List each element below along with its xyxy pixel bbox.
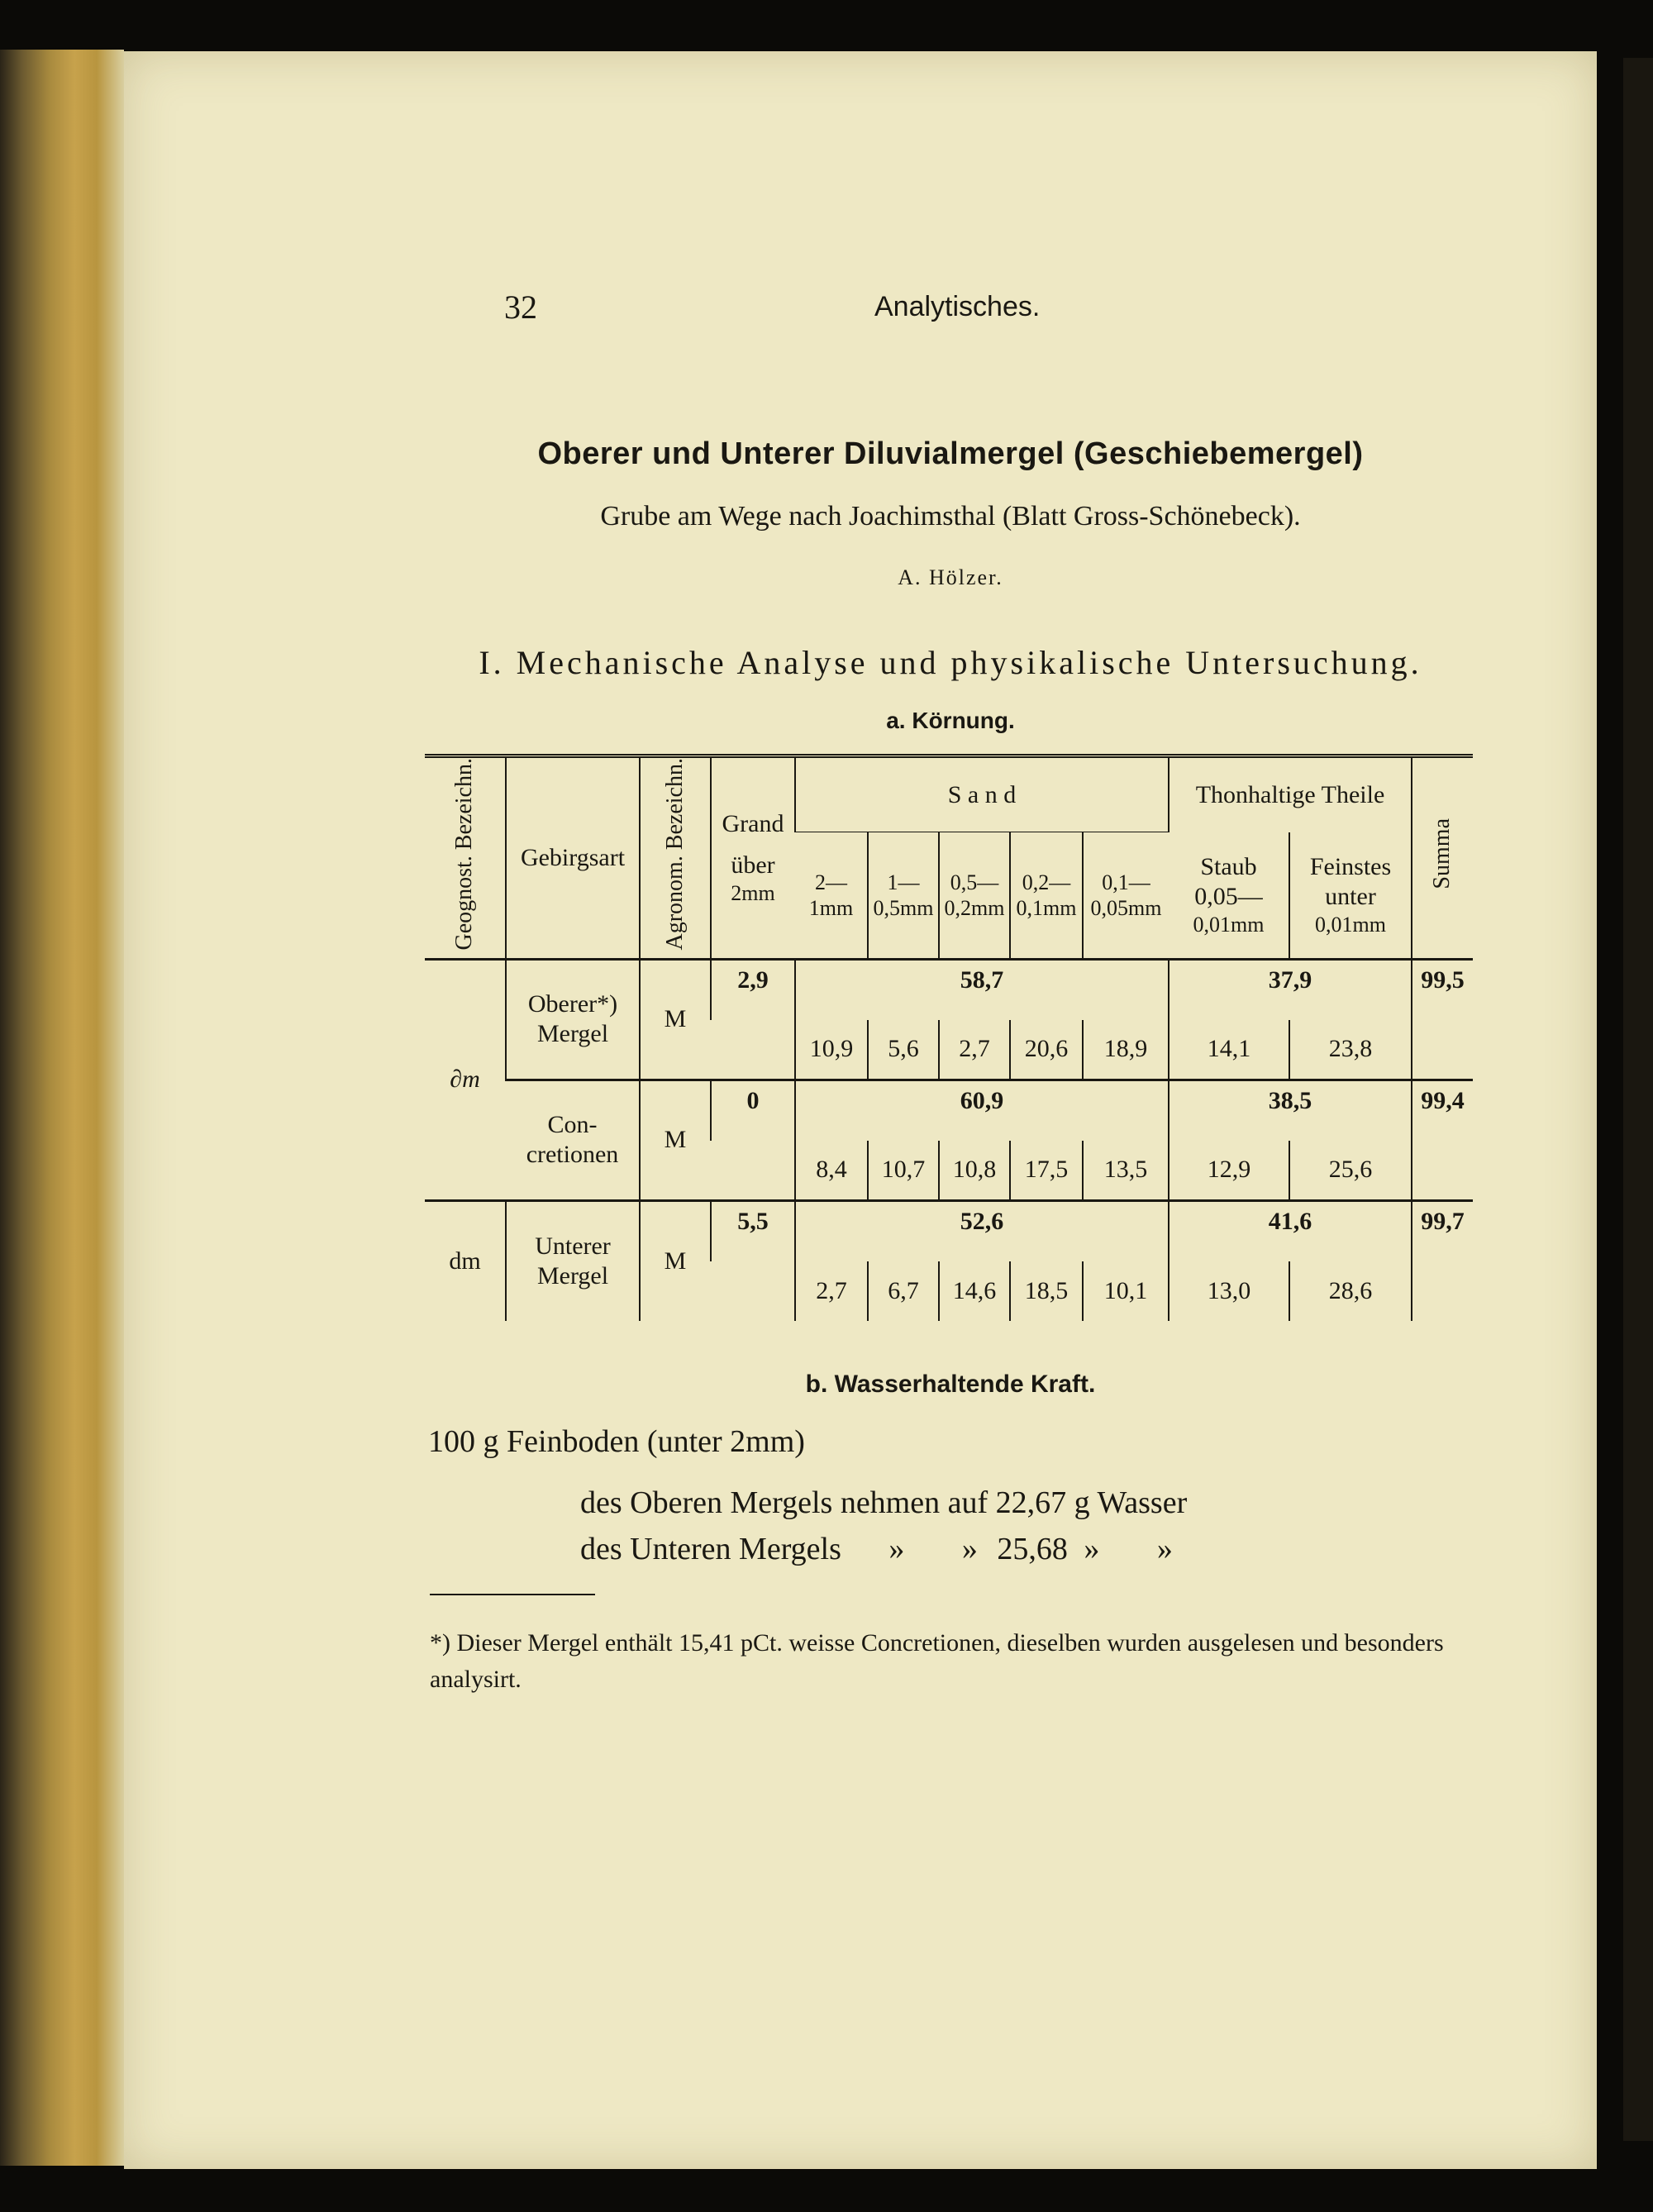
ditto-mark: » (1084, 1532, 1100, 1566)
water-line-3-label: des Unteren Mergels (580, 1532, 841, 1566)
header-feinstes: Feinstes unter 0,01mm (1289, 832, 1412, 959)
page-number: 32 (504, 288, 537, 326)
running-title: Analytisches. (874, 291, 1041, 322)
sand-cell: 8,4 (795, 1141, 868, 1200)
sand-cell: 14,6 (939, 1261, 1010, 1321)
agronom-cell: M (640, 1200, 711, 1321)
agronom-cell: M (640, 959, 711, 1080)
author: A. Hölzer. (898, 565, 1003, 589)
book-edge-left (0, 50, 124, 2166)
sand-cell: 6,7 (868, 1261, 939, 1321)
sand-cell: 2,7 (939, 1020, 1010, 1080)
sand-cell: 18,5 (1010, 1261, 1083, 1321)
summa-value: 99,4 (1412, 1080, 1473, 1141)
sand-cell: 10,8 (939, 1141, 1010, 1200)
water-line-2: des Oberen Mergels nehmen auf 22,67 g Wasser (580, 1485, 1188, 1520)
sand-cell: 17,5 (1010, 1141, 1083, 1200)
page-title: Oberer und Unterer Diluvialmergel (Geschiebemergel) (537, 436, 1364, 471)
ditto-mark: » (961, 1532, 978, 1566)
sand-cell: 10,7 (868, 1141, 939, 1200)
subsection-b-heading: b. Wasserhaltende Kraft. (805, 1371, 1096, 1398)
subsection-a-heading: a. Körnung. (886, 708, 1015, 733)
sand-cell: 13,5 (1083, 1141, 1169, 1200)
header-staub: Staub 0,05— 0,01mm (1169, 832, 1289, 959)
geognost-cell: dm (449, 1247, 481, 1275)
page-subtitle: Grube am Wege nach Joachimsthal (Blatt Gross-Schönebeck). (600, 501, 1301, 532)
feinstes-cell: 28,6 (1289, 1261, 1412, 1321)
water-value-lower: 25,68 (997, 1532, 1068, 1566)
gebirgsart-cell: Unterer Mergel (506, 1200, 640, 1321)
sand-total: 58,7 (795, 959, 1169, 1020)
footnote-rule (430, 1594, 595, 1595)
thon-total: 41,6 (1169, 1200, 1412, 1261)
header-summa: Summa (1412, 756, 1473, 960)
feinstes-cell: 23,8 (1289, 1020, 1412, 1080)
thon-total: 37,9 (1169, 959, 1412, 1020)
table-row (425, 1080, 1473, 1141)
staub-cell: 13,0 (1169, 1261, 1289, 1321)
sand-cell: 5,6 (868, 1020, 939, 1080)
sand-total: 52,6 (795, 1200, 1169, 1261)
header-agronom: Agronom. Bezeichn. (640, 756, 711, 960)
gebirgsart-cell: Oberer*) Mergel (506, 959, 640, 1080)
header-geognost: Geognost. Bezeichn. (425, 756, 506, 960)
grand-value: 0 (711, 1080, 795, 1141)
grand-value: 5,5 (711, 1200, 795, 1261)
header-sand-col-4: 0,2— 0,1mm (1010, 832, 1083, 959)
agronom-cell: M (640, 1080, 711, 1200)
footnote: *) Dieser Mergel enthält 15,41 pCt. weisse Concretionen, dieselben wurden ausgelesen und besonders analysirt. (430, 1629, 1444, 1693)
ditto-mark: » (888, 1532, 905, 1566)
ditto-mark: » (1156, 1532, 1173, 1566)
header-gebirgsart: Gebirgsart (506, 756, 640, 960)
geognost-cell: ∂m (425, 959, 506, 1200)
header-sand-col-3: 0,5— 0,2mm (939, 832, 1010, 959)
summa-value: 99,5 (1412, 959, 1473, 1020)
gebirgsart-cell: Con- cretionen (506, 1080, 640, 1200)
header-sand-col-5: 0,1— 0,05mm (1083, 832, 1169, 959)
grain-analysis-table (425, 754, 1473, 1321)
table-row (425, 1200, 1473, 1261)
staub-cell: 12,9 (1169, 1141, 1289, 1200)
header-sand-col-2: 1— 0,5mm (868, 832, 939, 959)
staub-cell: 14,1 (1169, 1020, 1289, 1080)
sand-cell: 10,9 (795, 1020, 868, 1080)
water-line-1: 100 g Feinboden (unter 2mm) (428, 1424, 805, 1459)
header-grand: Grand über 2mm (711, 756, 795, 960)
sand-cell: 20,6 (1010, 1020, 1083, 1080)
header-sand-col-1: 2— 1mm (795, 832, 868, 959)
sand-total: 60,9 (795, 1080, 1169, 1141)
header-thon: Thonhaltige Theile (1169, 756, 1412, 832)
sand-cell: 2,7 (795, 1261, 868, 1321)
feinstes-cell: 25,6 (1289, 1141, 1412, 1200)
grand-value: 2,9 (711, 959, 795, 1020)
sand-cell: 18,9 (1083, 1020, 1169, 1080)
book-edge-right (1623, 58, 1653, 2141)
thon-total: 38,5 (1169, 1080, 1412, 1141)
header-sand: S a n d (795, 756, 1169, 832)
table-row (425, 959, 1473, 1020)
section-heading: I. Mechanische Analyse und physikalische Untersuchung. (479, 644, 1422, 681)
summa-value: 99,7 (1412, 1200, 1473, 1261)
water-line-3 (580, 1531, 1173, 1567)
sand-cell: 10,1 (1083, 1261, 1169, 1321)
